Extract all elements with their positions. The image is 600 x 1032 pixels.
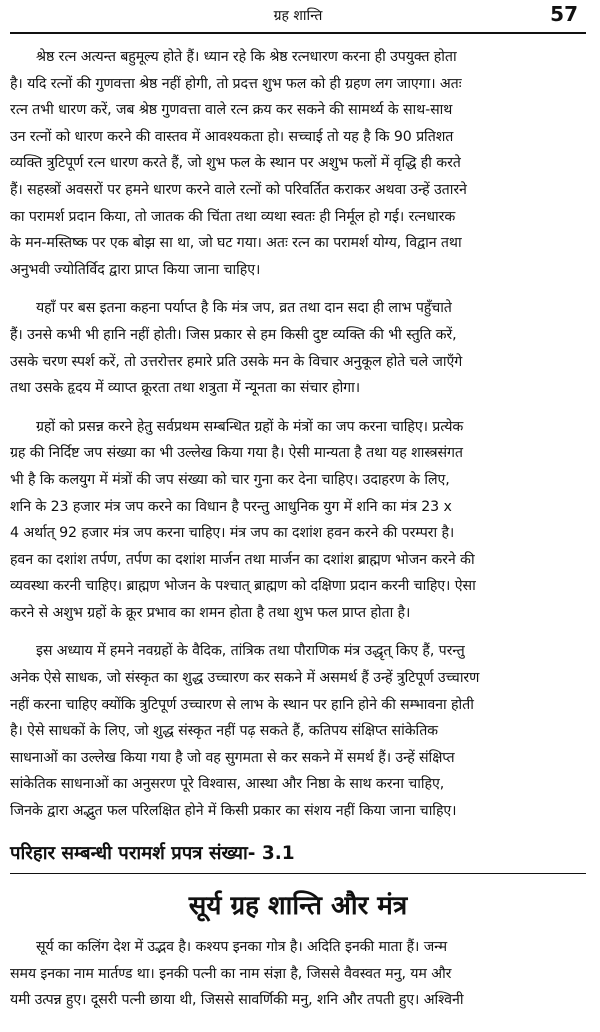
text-line: यहाँ पर बस इतना कहना पर्याप्त है कि मंत्र जप, व्रत तथा दान सदा ही लाभ पहुँचाते <box>36 300 452 317</box>
paragraph-4 <box>10 638 586 824</box>
text-line: जिनके द्वारा अद्भुत फल परिलक्षित होने में किसी प्रकार का संशय नहीं किया जाना चाहिए। <box>10 803 457 820</box>
paragraph-5 <box>10 934 586 1014</box>
text-line: है। ऐसे साधकों के लिए, जो शुद्ध संस्कृत नहीं पढ़ सकते हैं, कतिपय संक्षिप्त सांकेतिक <box>10 723 438 740</box>
text-line: उसके चरण स्पर्श करें, तो उत्तरोत्तर हमारे प्रति उसके मन के विचार अनुकूल होते चले जाएँगे <box>10 353 463 370</box>
text-line: करने से अशुभ ग्रहों के क्रूर प्रभाव का शमन होता है तथा शुभ फल प्राप्त होता है। <box>10 604 411 621</box>
text-line: ग्रह की निर्दिष्ट जप संख्या का भी उल्लेख किया गया है। ऐसी मान्यता है तथा यह शास्त्रसंगत <box>10 445 463 462</box>
text-line: रत्न तभी धारण करें, जब श्रेष्ठ गुणवत्ता वाले रत्न क्रय कर सकने की सामर्थ्य के साथ-साथ <box>10 102 453 119</box>
text-line: हैं। सहस्त्रों अवसरों पर हमने धारण करने वाले रत्नों को परिवर्तित कराकर अथवा उन्हें उतारने <box>10 181 467 198</box>
text-line: तथा उसके हृदय में व्याप्त क्रूरता तथा शत्रुता में न्यूनता का संचार होगा। <box>10 380 361 397</box>
text-line: श्रेष्ठ रत्न अत्यन्त बहुमूल्य होते हैं। ध्यान रहे कि श्रेष्ठ रत्नधारण करना ही उपयुक्त होता <box>36 49 457 65</box>
section-rule <box>10 873 586 875</box>
section-heading: परिहार सम्बन्धी परामर्श प्रपत्र संख्या- 3.1 <box>10 842 295 864</box>
text-line: भी है कि कलयुग में मंत्रों की जप संख्या को चार गुना कर देना चाहिए। उदाहरण के लिए, <box>10 471 450 488</box>
text-line: साधनाओं का उल्लेख किया गया है जो वह सुगमता से कर सकने में समर्थ हैं। उन्हें संक्षिप्त <box>10 749 455 766</box>
paragraph-3 <box>10 414 586 627</box>
text-line: नहीं करना चाहिए क्योंकि त्रुटिपूर्ण उच्चारण से लाभ के स्थान पर हानि होने की सम्भावना होती <box>10 696 474 713</box>
text-line: व्यवस्था करनी चाहिए। ब्राह्मण भोजन के पश्चात् ब्राह्मण को दक्षिणा प्रदान करनी चाहिए। ऐसा <box>10 578 476 595</box>
paragraph-2 <box>10 295 586 401</box>
page-header <box>10 4 586 32</box>
chapter-title: सूर्य ग्रह शान्ति और मंत्र <box>188 891 408 922</box>
text-line: यमी उत्पन्न हुए। दूसरी पत्नी छाया थी, जिससे सावर्णिकी मनु, शनि और तपती हुए। अश्विनी <box>10 992 464 1009</box>
text-line: शनि के 23 हजार मंत्र जप करने का विधान है परन्तु आधुनिक युग में शनि का मंत्र 23 x <box>10 498 452 515</box>
text-line: उन रत्नों को धारण करने की वास्तव में आवश्यकता हो। सच्चाई तो यह है कि 90 प्रतिशत <box>10 128 454 145</box>
text-line: अनेक ऐसे साधक, जो संस्कृत का शुद्ध उच्चारण कर सकने में असमर्थ हैं उन्हें त्रुटिपूर्ण उच्चारण <box>10 670 480 687</box>
text-line: हवन का दशांश तर्पण, तर्पण का दशांश मार्जन तथा मार्जन का दशांश ब्राह्मण भोजन करने की <box>10 551 475 568</box>
text-line: हैं। उनसे कभी भी हानि नहीं होती। जिस प्रकार से हम किसी दुष्ट व्यक्ति की भी स्तुति करें, <box>10 326 457 343</box>
running-head: ग्रह शान्ति <box>273 8 323 24</box>
text-line: का परामर्श प्रदान किया, तो जातक की चिंता तथा व्यथा स्वतः ही निर्मूल हो गई। रत्नधारक <box>10 208 456 225</box>
text-line: सूर्य का कलिंग देश में उद्भव है। कश्यप इनका गोत्र है। अदिति इनकी माता हैं। जन्म <box>36 939 447 956</box>
text-line: व्यक्ति त्रुटिपूर्ण रत्न धारण करते हैं, जो शुभ फल के स्थान पर अशुभ फलों में वृद्धि ही करते <box>10 155 461 172</box>
text-line: 4 अर्थात् 92 हजार मंत्र जप करना चाहिए। मंत्र जप का दशांश हवन करने की परम्परा है। <box>10 525 455 542</box>
header-rule <box>10 32 586 34</box>
text-line: अनुभवी ज्योतिर्विद द्वारा प्राप्त किया जाना चाहिए। <box>10 261 261 278</box>
text-line: के मन-मस्तिष्क पर एक बोझ सा था, जो घट गया। अतः रत्न का परामर्श योग्य, विद्वान तथा <box>10 235 462 252</box>
text-line: इस अध्याय में हमने नवग्रहों के वैदिक, तांत्रिक तथा पौराणिक मंत्र उद्धृत् किए हैं, परन्तु <box>36 643 465 660</box>
text-line: ग्रहों को प्रसन्न करने हेतु सर्वप्रथम सम्बन्धित ग्रहों के मंत्रों का जप करना चाहिए। प्रत्येक <box>36 418 464 435</box>
text-line: सांकेतिक साधनाओं का अनुसरण पूरे विश्वास, आस्था और निष्ठा के साथ करना चाहिए, <box>10 776 445 793</box>
text-line: समय इनका नाम मार्तण्ड था। इनकी पत्नी का नाम संज्ञा है, जिससे वैवस्वत मनु, यम और <box>10 965 452 982</box>
page-number: 57 <box>550 2 578 26</box>
text-line: है। यदि रत्नों की गुणवत्ता श्रेष्ठ नहीं होगी, तो प्रदत्त शुभ फल को ही ग्रहण लग जाएगा। अतः <box>10 75 462 92</box>
paragraph-1 <box>10 44 586 283</box>
